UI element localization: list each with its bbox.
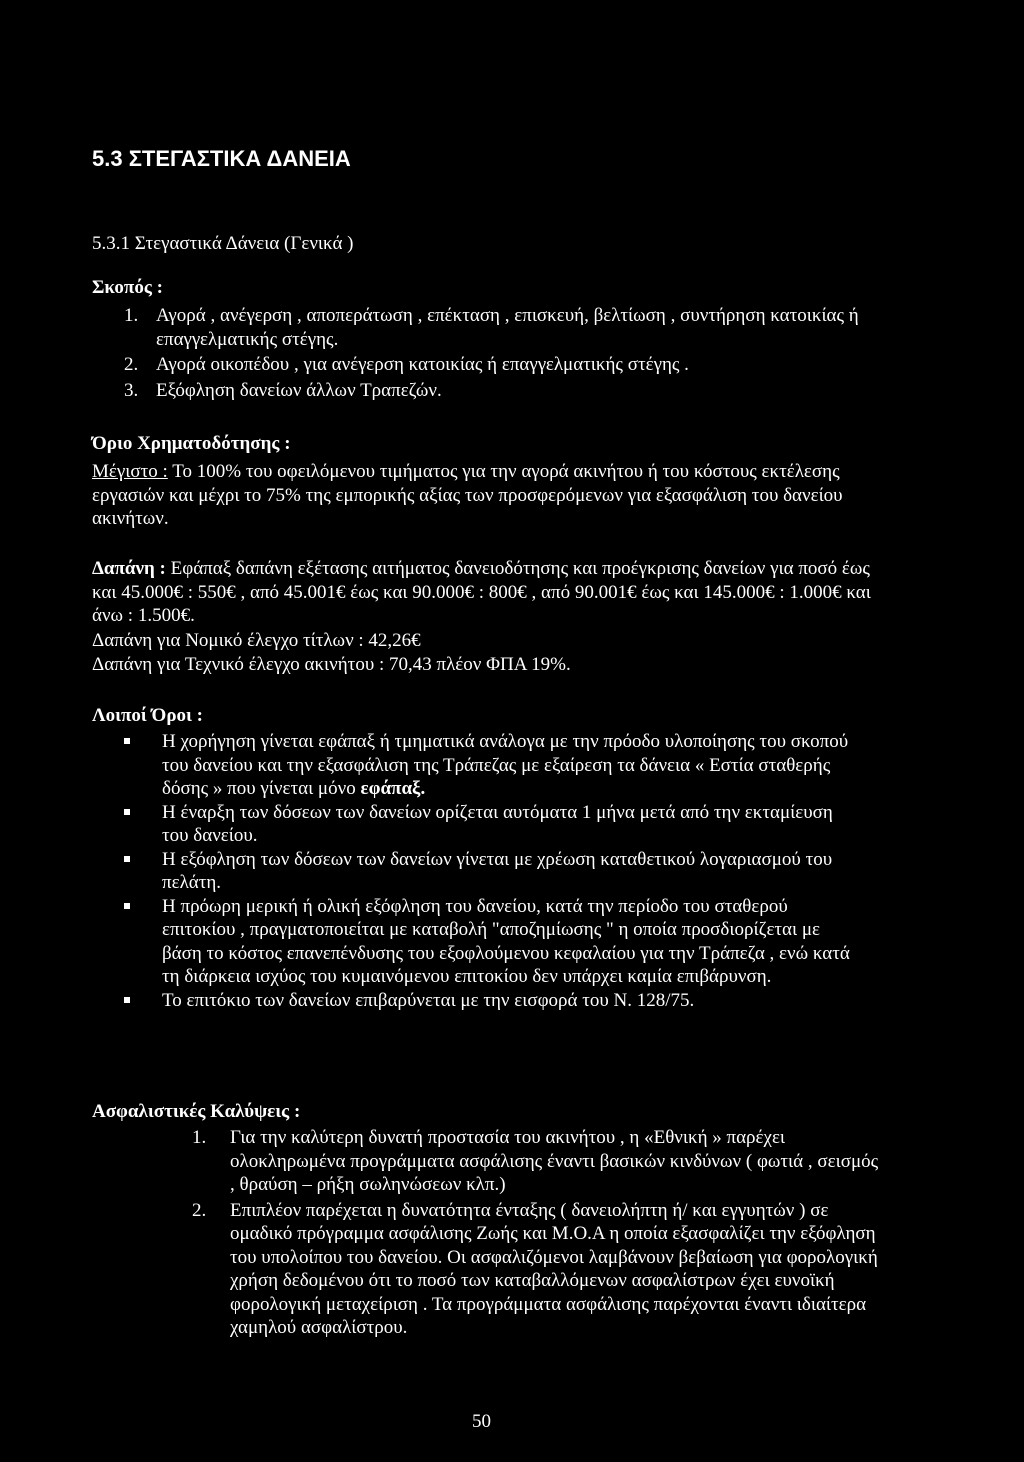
term-item	[124, 989, 859, 1013]
funding-limit-text: Το 100% του οφειλόμενου τιμήματος για την αγορά ακινήτου ή του κόστους εκτέλεσης εργασιών και μέχρι το 75% της εμπορικής αξίας των προσφερόμενων για εξασφάλιση του δανείου ακινήτων.	[92, 461, 843, 529]
term-item	[124, 848, 859, 895]
technical-check-line: Δαπάνη για Τεχνικό έλεγχο ακινήτου : 70,43 πλέον ΦΠΑ 19%.	[92, 654, 571, 675]
purpose-item-number: 3.	[124, 379, 139, 401]
other-terms-label: Λοιποί Όροι :	[92, 705, 203, 726]
bullet-icon	[124, 903, 130, 909]
purpose-list	[124, 304, 864, 402]
subsection-title: 5.3.1 Στεγαστικά Δάνεια (Γενικά )	[92, 233, 354, 254]
purpose-item-number: 2.	[124, 354, 139, 375]
purpose-item-text: Εξόφληση δανείων άλλων Τραπεζών.	[156, 379, 442, 401]
bullet-icon	[124, 809, 130, 815]
insurance-item	[192, 1126, 882, 1197]
purpose-item	[124, 304, 864, 351]
term-text: Η έναρξη των δόσεων των δανείων ορίζεται αυτόματα 1 μήνα μετά από την εκταμίευση του δανείου.	[162, 801, 833, 846]
term-text: Η εξόφληση των δόσεων των δανείων γίνεται με χρέωση καταθετικού λογαριασμού του πελάτη.	[162, 848, 833, 893]
insurance-item-text: Επιπλέον παρέχεται η δυνατότητα ένταξης ( δανειολήπτη ή/ και εγγυητών ) σε ομαδικό πρόγραμμα ασφάλισης Ζωής και Μ.Ο.Α η οποία εξασφαλίζει την εξόφληση του υπολοίπου του δανείου. Οι ασφαλιζόμενοι λαμβάνουν βεβαίωση για φορολογική χρήση δεδομένου ότι το ποσό των καταβαλλόμενων ασφαλίστρων έχει ευνοϊκή φορολογική μεταχείριση . Τα προγράμματα ασφάλισης παρέχονται έναντι ιδιαίτερα χαμηλού ασφαλίστρου.	[230, 1199, 878, 1338]
bullet-icon	[124, 856, 130, 862]
other-terms-list	[124, 730, 859, 1012]
legal-check-line: Δαπάνη για Νομικό έλεγχο τίτλων : 42,26€	[92, 630, 421, 651]
insurance-list	[192, 1126, 882, 1340]
purpose-label: Σκοπός :	[92, 277, 163, 298]
term-item	[124, 801, 859, 848]
term-text: Η χορήγηση γίνεται εφάπαξ ή τμηματικά ανάλογα με την πρόοδο υλοποίησης του σκοπού του δανείου και την εξασφάλιση της Τράπεζας με εξαίρεση τα δάνεια « Εστία σταθερής δόσης » που γίνεται μόνο	[162, 731, 849, 799]
term-text: Το επιτόκιο των δανείων επιβαρύνεται με την εισφορά του Ν. 128/75.	[162, 989, 695, 1011]
insurance-item-number: 1.	[192, 1127, 207, 1148]
expenses-text: Εφάπαξ δαπάνη εξέτασης αιτήματος δανειοδότησης και προέγκρισης δανείων για ποσό έως και 45.000€ : 550€ , από 45.001€ έως και 90.000€ : 800€ , από 90.001€ έως και 145.000€ : 1.000€ και άνω : 1.500€.	[92, 558, 871, 626]
term-item	[124, 730, 859, 801]
term-item	[124, 895, 859, 989]
purpose-item	[124, 379, 864, 403]
term-text: Η πρόωρη μερική ή ολική εξόφληση του δανείου, κατά την περίοδο του σταθερού επιτοκίου , πραγματοποιείται με καταβολή "αποζημίωσης " η οποία προσδιορίζεται με βάση το κόστος επανεπένδυσης του εξοφλούμενου κεφαλαίου για την Τράπεζα , ενώ κατά τη διάρκεια ισχύος του κυμαινόμενου επιτοκίου δεν υπάρχει καμία επιβάρυνση.	[162, 895, 850, 987]
expenses-paragraph	[92, 557, 882, 628]
purpose-item-text: Αγορά οικοπέδου , για ανέγερση κατοικίας ή επαγγελματικής στέγης .	[156, 354, 689, 375]
insurance-label: Ασφαλιστικές Καλύψεις :	[92, 1101, 301, 1122]
insurance-item	[192, 1199, 882, 1340]
max-label: Μέγιστο :	[92, 461, 168, 482]
page-number: 50	[472, 1411, 491, 1432]
funding-limit-paragraph	[92, 460, 864, 531]
funding-limit-label: Όριο Χρηματοδότησης :	[92, 433, 291, 454]
bullet-icon	[124, 738, 130, 744]
purpose-item	[124, 353, 864, 377]
section-title: 5.3 ΣΤΕΓΑΣΤΙΚΑ ΔΑΝΕΙΑ	[92, 146, 351, 171]
insurance-item-text: Για την καλύτερη δυνατή προστασία του ακινήτου , η «Εθνική » παρέχει ολοκληρωμένα προγράμματα ασφάλισης έναντι βασικών κινδύνων ( φωτιά , σεισμός , θραύση – ρήξη σωληνώσεων κλπ.)	[230, 1127, 879, 1195]
insurance-item-number: 2.	[192, 1199, 207, 1221]
bullet-icon	[124, 997, 130, 1003]
purpose-item-number: 1.	[124, 305, 139, 326]
purpose-item-text: Αγορά , ανέγερση , αποπεράτωση , επέκταση , επισκευή, βελτίωση , συντήρηση κατοικίας ή επαγγελματικής στέγης.	[156, 305, 859, 350]
term-text-bold: εφάπαξ.	[360, 778, 426, 799]
expenses-label: Δαπάνη :	[92, 558, 166, 579]
